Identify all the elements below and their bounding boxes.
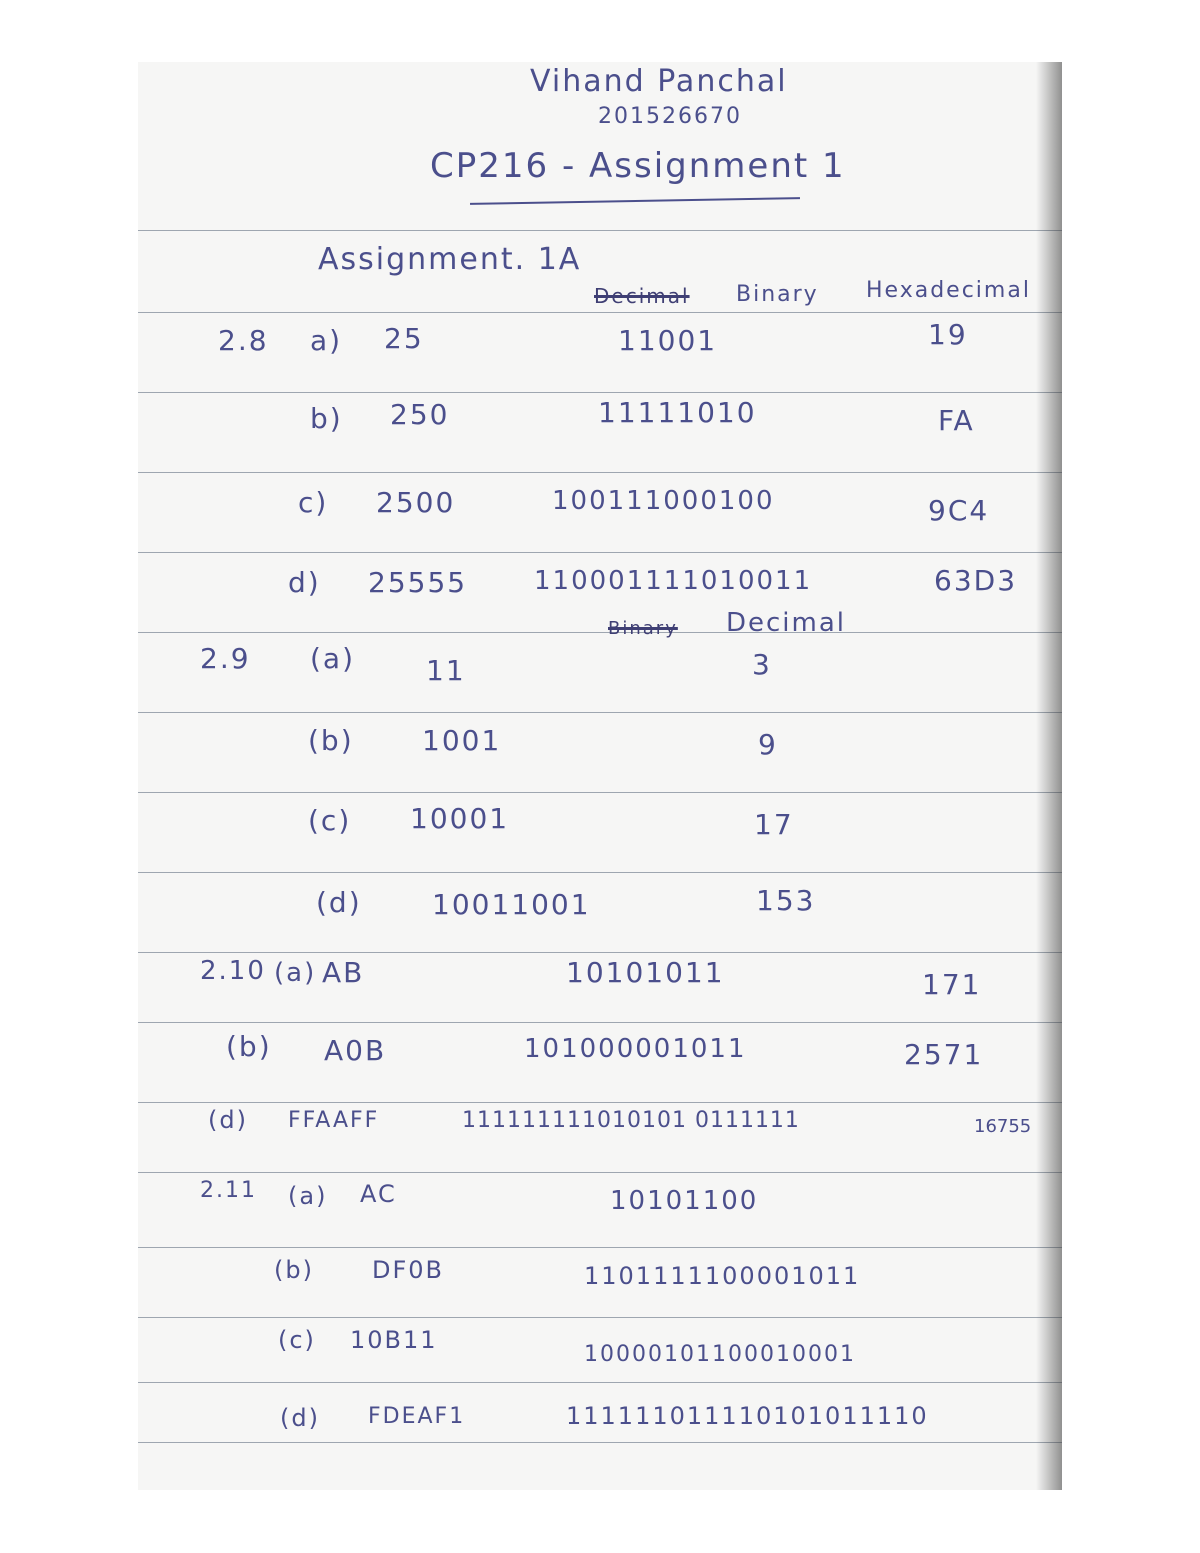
ruled-line xyxy=(138,1102,1062,1103)
binary-value: 10011001 xyxy=(432,888,591,921)
page-edge-shadow xyxy=(1036,62,1062,1490)
row-label: (a) xyxy=(288,1182,328,1210)
binary-value: 11 xyxy=(426,654,466,687)
binary-value: 111111011110101011110 xyxy=(566,1402,929,1430)
decimal-value: 16755 xyxy=(974,1116,1032,1137)
binary-value: 11001 xyxy=(618,324,718,357)
row-label: a) xyxy=(310,324,343,357)
decimal-value: 2500 xyxy=(376,486,456,519)
binary-value: 100111000100 xyxy=(552,486,775,516)
row-label: (b) xyxy=(226,1030,272,1063)
hex-value: AC xyxy=(360,1180,397,1208)
decimal-value: 2571 xyxy=(904,1038,984,1071)
ruled-line xyxy=(138,872,1062,873)
title-underline xyxy=(470,197,800,205)
col-header-struck: Binary xyxy=(608,618,678,639)
row-label: (b) xyxy=(274,1256,314,1284)
student-id: 201526670 xyxy=(598,104,742,129)
row-label: b) xyxy=(310,402,343,435)
ruled-line xyxy=(138,230,1062,231)
hex-value: AB xyxy=(322,956,365,989)
decimal-value: 17 xyxy=(754,808,794,841)
hex-value: 10B11 xyxy=(350,1326,438,1354)
binary-value: 10101100 xyxy=(610,1186,759,1216)
row-label: (c) xyxy=(278,1326,316,1354)
hex-value: 19 xyxy=(928,318,968,351)
row-label: (d) xyxy=(316,886,362,919)
decimal-value: 153 xyxy=(756,884,816,917)
question-number: 2.8 xyxy=(218,324,269,357)
ruled-line xyxy=(138,1247,1062,1248)
decimal-value: 3 xyxy=(752,648,772,681)
hex-value: FA xyxy=(938,404,975,437)
hex-value: FFAAFF xyxy=(288,1108,380,1133)
decimal-value: 171 xyxy=(922,968,982,1001)
section-title: Assignment. 1A xyxy=(318,242,582,277)
row-label: c) xyxy=(298,486,329,519)
binary-value: 1001 xyxy=(422,724,502,757)
student-name: Vihand Panchal xyxy=(530,64,788,99)
binary-value: 1101111100001011 xyxy=(584,1262,861,1290)
binary-value: 10001 xyxy=(410,802,510,835)
hex-value: 63D3 xyxy=(934,564,1018,597)
hex-value: 9C4 xyxy=(928,494,990,527)
hex-value: DF0B xyxy=(372,1256,445,1284)
ruled-line xyxy=(138,712,1062,713)
decimal-value: 25555 xyxy=(368,566,468,599)
ruled-line xyxy=(138,392,1062,393)
binary-value: 10000101100010001 xyxy=(584,1342,856,1367)
col-header-binary: Binary xyxy=(736,282,819,307)
page-title: CP216 - Assignment 1 xyxy=(430,146,846,186)
question-number: 2.9 xyxy=(200,642,251,675)
notebook-page xyxy=(138,62,1062,1490)
col-header-struck: Decimal xyxy=(594,284,690,308)
hex-value: FDEAF1 xyxy=(368,1404,466,1429)
ruled-line xyxy=(138,952,1062,953)
binary-value: 110001111010011 xyxy=(534,566,813,596)
ruled-line xyxy=(138,792,1062,793)
ruled-line xyxy=(138,632,1062,633)
question-number: 2.10 xyxy=(200,956,266,986)
binary-value: 10101011 xyxy=(566,956,725,989)
row-label: (a) xyxy=(310,642,356,675)
decimal-value: 25 xyxy=(384,322,424,355)
ruled-line xyxy=(138,472,1062,473)
row-label: (d) xyxy=(280,1404,320,1432)
question-number: 2.11 xyxy=(200,1178,257,1203)
binary-value: 111111111010101 0111111 xyxy=(462,1108,800,1133)
ruled-line xyxy=(138,1172,1062,1173)
row-label: (b) xyxy=(308,724,354,757)
binary-value: 11111010 xyxy=(598,396,757,429)
decimal-value: 250 xyxy=(390,398,450,431)
ruled-line xyxy=(138,1317,1062,1318)
ruled-line xyxy=(138,312,1062,313)
row-label: (c) xyxy=(308,804,352,837)
decimal-value: 9 xyxy=(758,728,778,761)
row-label: (d) xyxy=(208,1106,248,1134)
row-label: (a) xyxy=(274,958,317,988)
ruled-line xyxy=(138,552,1062,553)
row-label: d) xyxy=(288,566,321,599)
binary-value: 101000001011 xyxy=(524,1034,747,1064)
hex-value: A0B xyxy=(324,1034,387,1067)
col-header-decimal: Decimal xyxy=(726,608,847,638)
ruled-line xyxy=(138,1382,1062,1383)
ruled-line xyxy=(138,1022,1062,1023)
ruled-line xyxy=(138,1442,1062,1443)
col-header-hexadecimal: Hexadecimal xyxy=(866,278,1031,303)
